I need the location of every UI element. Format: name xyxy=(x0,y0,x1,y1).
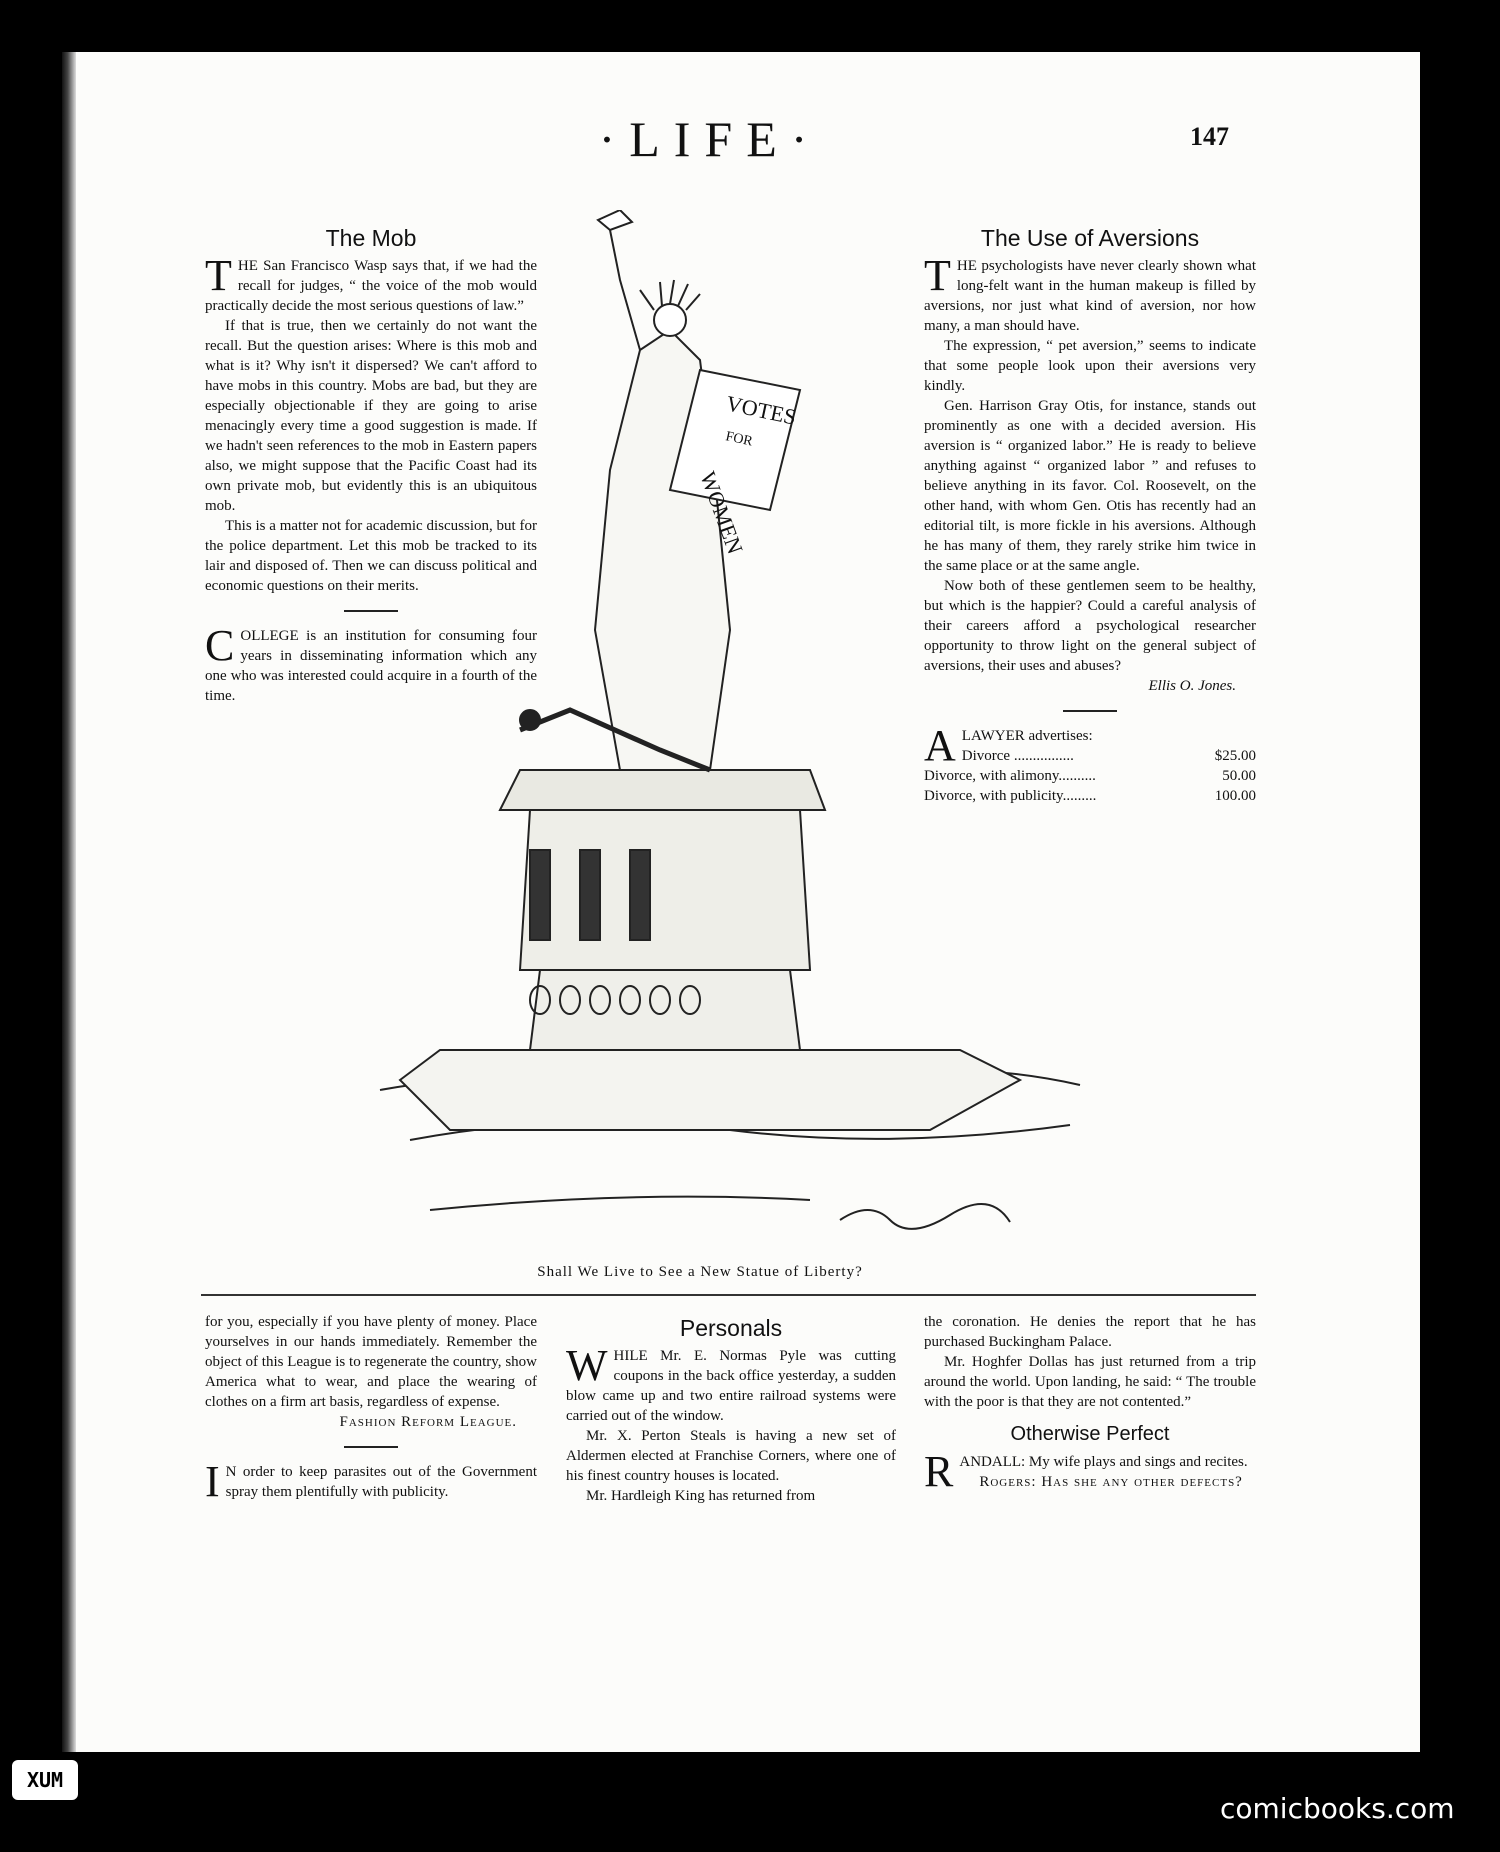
mob-paragraph-1: THE San Francisco Wasp says that, if we had the recall for judges, “ the voice of the mob would practically decide the most serious questions of law.” xyxy=(205,251,537,314)
lawyer-intro: LAWYER advertises: xyxy=(961,728,1093,744)
scan-badge: XUM xyxy=(12,1760,78,1800)
lawyer-row: Divorce ................ $25.00 xyxy=(961,748,1256,764)
aversions-paragraph-4: Now both of these gentlemen seem to be healthy, but which is the happier? Could a careful analysis of their careers afford a psychological researcher opportunity to throw light on the general subject of aversions, their uses and abuses? xyxy=(924,578,1256,674)
divider xyxy=(1063,710,1117,712)
mob-paragraph-3: This is a matter not for academic discussion, but for the police department. Let this mob be tracked to its lair and disposed of. Then we can discuss political and economic questions on their merits. xyxy=(205,518,537,594)
aversions-heading: The Use of Aversions xyxy=(980,225,1200,251)
personals-column xyxy=(566,1315,896,1506)
personals-paragraph-3: Mr. Hardleigh King has returned from xyxy=(586,1488,816,1504)
lawyer-ad xyxy=(924,721,1256,806)
personals-heading: Personals xyxy=(679,1315,783,1341)
site-watermark: comicbooks.com xyxy=(1220,1792,1455,1825)
sign-for: FOR xyxy=(724,429,754,450)
sign-women: WOMEN xyxy=(695,468,749,558)
masthead-title: ·LIFE· xyxy=(598,111,822,167)
mob-dropcap: T xyxy=(205,251,232,300)
dollas-paragraph: Mr. Hoghfer Dollas has just returned from a trip around the world. Upon landing, he said: “ The trouble with the poor is that they are not contented.” xyxy=(924,1354,1256,1410)
personals-paragraph-1: WHILE Mr. E. Normas Pyle was cutting coupons in the back office yesterday, a sudden blow came up and two entire railroad systems were carried out of the window. xyxy=(566,1341,896,1424)
fashion-signature: Fashion Reform League. xyxy=(339,1414,517,1430)
personals-dropcap: W xyxy=(566,1341,608,1390)
coronation-paragraph: the coronation. He denies the report that he has purchased Buckingham Palace. xyxy=(924,1314,1256,1350)
aversions-paragraph-1: THE psychologists have never clearly shown what long-felt want in the human makeup is filled by aversions, nor just what kind of aversion, nor how many, a man should have. xyxy=(924,251,1256,334)
personals-paragraph-2: Mr. X. Perton Steals is having a new set of Aldermen elected at Franchise Corners, where one of his finest country houses is located. xyxy=(566,1428,896,1484)
lawyer-dropcap: A xyxy=(924,721,956,770)
section-divider xyxy=(201,1294,1256,1296)
college-paragraph: COLLEGE is an institution for consuming four years in disseminating information which any one who was interested could acquire in a fourth of the time. xyxy=(205,621,537,704)
college-dropcap: C xyxy=(205,621,235,670)
fashion-paragraph: for you, especially if you have plenty of money. Place yourselves in our hands immediately. Remember the object of this League is to regenerate the country, show America what to wear, and place the wearing of clothes on a firm art basis, regardless of expense. xyxy=(205,1314,537,1410)
illustration-caption: Shall We Live to See a New Statue of Liberty? xyxy=(537,1264,863,1280)
aversions-column xyxy=(924,225,1256,806)
randall-paragraph: RANDALL: My wife plays and sings and recites. xyxy=(924,1447,1248,1496)
aversions-dropcap: T xyxy=(924,251,951,300)
aversions-paragraph-2: The expression, “ pet aversion,” seems to indicate that some people look upon their aversions very kindly. xyxy=(924,338,1256,394)
page-number: 147 xyxy=(1190,122,1229,151)
parasites-dropcap: I xyxy=(205,1457,220,1506)
lawyer-row: Divorce, with alimony.......... 50.00 xyxy=(924,768,1256,784)
aversions-paragraph-3: Gen. Harrison Gray Otis, for instance, stands out prominently as one with a decided aversion. His aversion is “ organized labor.” He is ready to believe anything against “ organized labor ” and refuses to believe anything in its favor. Col. Roosevelt, on the other hand, with whom Gen. Otis has recently had an editorial tilt, is more fickle in his aversions. Although he has many of them, they rarely strike him twice in the same place or at the same angle. xyxy=(924,398,1256,574)
sign-votes: VOTES xyxy=(723,390,799,430)
mob-paragraph-2: If that is true, then we certainly do not want the recall. But the question arises: Where is this mob and what is it? Why isn't it dispersed? We can't afford to have mobs in this country. Mobs are bad, but they are especially objectionable if they are going to arise menacingly every time a good suggestion is made. If we hadn't seen references to the mob in Eastern papers also, we might suppose that the Pacific Coast had its own private mob, but evidently this is an ubiquitous mob. xyxy=(205,318,537,514)
fashion-column xyxy=(205,1312,537,1506)
mob-heading: The Mob xyxy=(325,225,417,251)
lawyer-row: Divorce, with publicity......... 100.00 xyxy=(924,788,1256,804)
divider xyxy=(344,1446,398,1448)
page-spine xyxy=(62,52,76,1752)
rogers-paragraph: Rogers: Has she any other defects? xyxy=(979,1474,1243,1490)
personals-continued-column xyxy=(924,1312,1256,1496)
otherwise-perfect-heading: Otherwise Perfect xyxy=(1010,1423,1170,1445)
parasites-paragraph: I N order to keep parasites out of the Government spray them plentifully with publicity. xyxy=(205,1457,537,1506)
randall-dropcap: R xyxy=(924,1447,954,1496)
aversions-signature: Ellis O. Jones. xyxy=(1148,678,1236,694)
